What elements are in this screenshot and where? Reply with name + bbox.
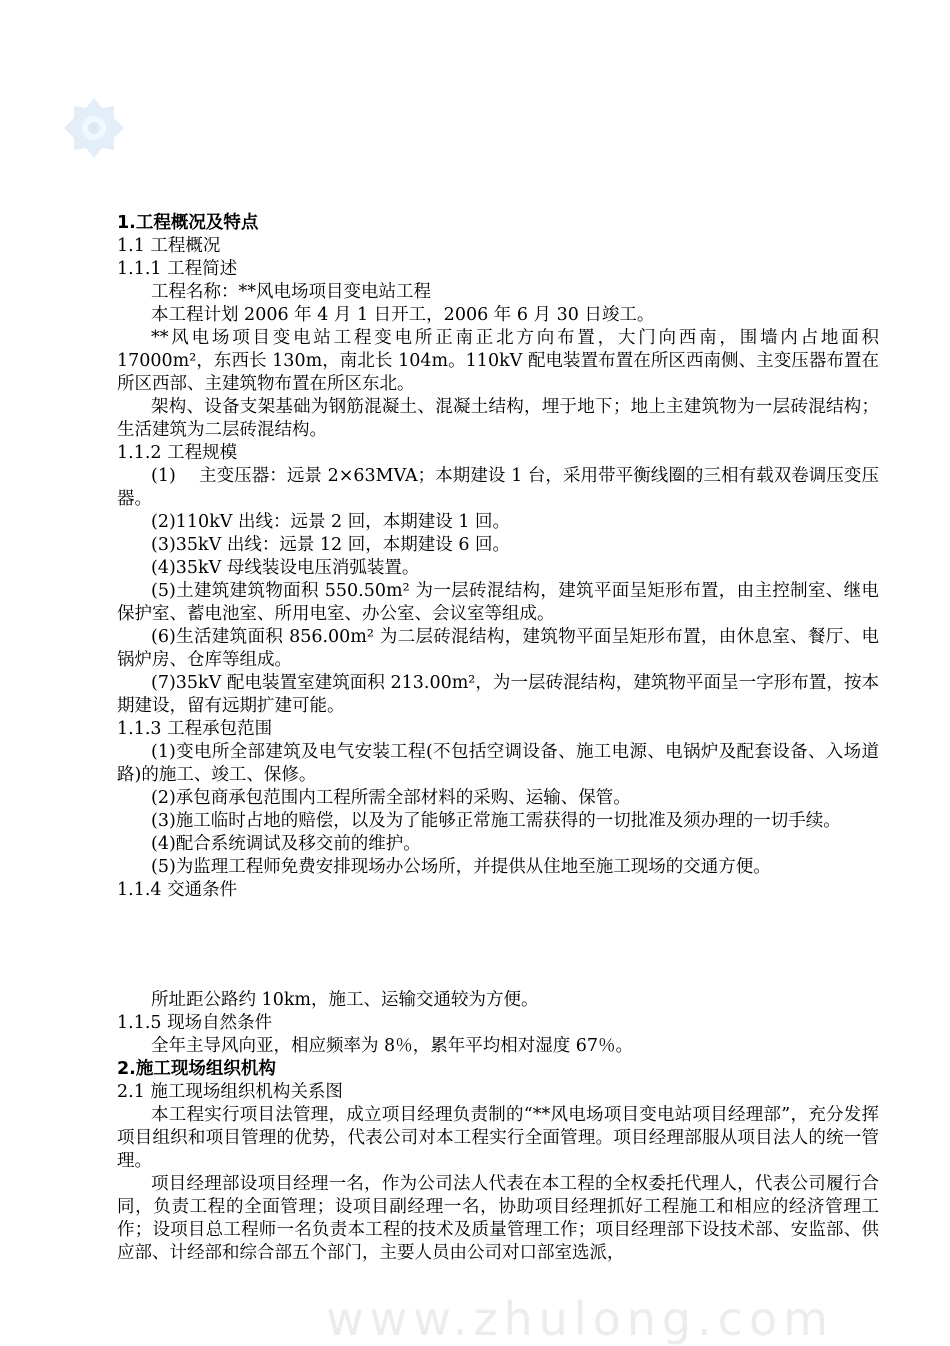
scope-item-4: (4)配合系统调试及移交前的维护。 bbox=[151, 834, 421, 854]
scale-item-7: (7)35kV 配电装置室建筑面积 213.00m²，为一层砖混结构，建筑物平面呈一字形布置，按本期建设，留有远期扩建可能。 bbox=[117, 673, 879, 716]
scale-item-3: (3)35kV 出线：远景 12 回，本期建设 6 回。 bbox=[151, 535, 511, 555]
scale-item-2: (2)110kV 出线：远景 2 回，本期建设 1 回。 bbox=[151, 512, 511, 532]
watermark: www.zhulong.com bbox=[326, 1292, 834, 1346]
project-name: 工程名称：**风电场项目变电站工程 bbox=[151, 282, 431, 302]
traffic-text: 所址距公路约 10km，施工、运输交通较为方便。 bbox=[151, 990, 539, 1010]
heading-1: 1.工程概况及特点 bbox=[117, 213, 259, 233]
scope-item-5: (5)为监理工程师免费安排现场办公场所，并提供从住地至施工现场的交通方便。 bbox=[151, 857, 771, 877]
section-2-1: 2.1 施工现场组织机构关系图 bbox=[117, 1082, 343, 1102]
scale-item-1: (1) 主变压器：远景 2×63MVA；本期建设 1 台，采用带平衡线圈的三相有载双卷调压变压器。 bbox=[117, 466, 879, 509]
scope-item-2: (2)承包商承包范围内工程所需全部材料的采购、运输、保管。 bbox=[151, 788, 631, 808]
scope-item-1: (1)变电所全部建筑及电气安装工程(不包括空调设备、施工电源、电锅炉及配套设备、入场道路)的施工、竣工、保修。 bbox=[117, 742, 879, 785]
project-plan: 本工程计划 2006 年 4 月 1 日开工，2006 年 6 月 30 日竣工。 bbox=[151, 305, 655, 325]
document-body bbox=[117, 212, 879, 1265]
blank-gap bbox=[117, 902, 879, 989]
section-1-1-2: 1.1.2 工程规模 bbox=[117, 443, 238, 463]
logo-emblem-icon bbox=[62, 96, 126, 160]
section-1-1-4: 1.1.4 交通条件 bbox=[117, 880, 238, 900]
scale-item-6: (6)生活建筑面积 856.00m² 为二层砖混结构，建筑物平面呈矩形布置，由休息室、餐厅、电锅炉房、仓库等组成。 bbox=[117, 627, 879, 670]
section-1-1-5: 1.1.5 现场自然条件 bbox=[117, 1013, 273, 1033]
section-1-1: 1.1 工程概况 bbox=[117, 236, 221, 256]
layout-paragraph: **风电场项目变电站工程变电所正南正北方向布置，大门向西南，围墙内占地面积 17000m²，东西长 130m，南北长 104m。110kV 配电装置布置在所区西南侧、主变压器布置在所区西部、主建筑物布置在所区东北。 bbox=[117, 328, 879, 394]
org-paragraph-1: 本工程实行项目法管理，成立项目经理负责制的“**风电场项目变电站项目经理部”，充分发挥项目组织和项目管理的优势，代表公司对本工程实行全面管理。项目经理部服从项目法人的统一管理。 bbox=[117, 1105, 879, 1171]
scale-item-4: (4)35kV 母线装设电压消弧装置。 bbox=[151, 558, 420, 578]
org-paragraph-2: 项目经理部设项目经理一名，作为公司法人代表在本工程的全权委托代理人，代表公司履行合同，负责工程的全面管理；设项目副经理一名，协助项目经理抓好工程施工和相应的经济管理工作；设项目总工程师一名负责本工程的技术及质量管理工作；项目经理部下设技术部、安监部、供应部、计经部和综合部五个部门，主要人员由公司对口部室选派， bbox=[117, 1174, 879, 1263]
section-1-1-3: 1.1.3 工程承包范围 bbox=[117, 719, 273, 739]
scope-item-3: (3)施工临时占地的赔偿，以及为了能够正常施工需获得的一切批准及须办理的一切手续。 bbox=[151, 811, 841, 831]
scale-item-5: (5)土建筑建筑物面积 550.50m² 为一层砖混结构，建筑平面呈矩形布置，由主控制室、继电保护室、蓄电池室、所用电室、办公室、会议室等组成。 bbox=[117, 581, 879, 624]
heading-2: 2.施工现场组织机构 bbox=[117, 1059, 276, 1079]
section-1-1-1: 1.1.1 工程简述 bbox=[117, 259, 238, 279]
structure-paragraph: 架构、设备支架基础为钢筋混凝土、混凝土结构，埋于地下；地上主建筑物为一层砖混结构；生活建筑为二层砖混结构。 bbox=[117, 397, 879, 440]
nature-text: 全年主导风向亚，相应频率为 8％，累年平均相对湿度 67％。 bbox=[151, 1036, 634, 1056]
